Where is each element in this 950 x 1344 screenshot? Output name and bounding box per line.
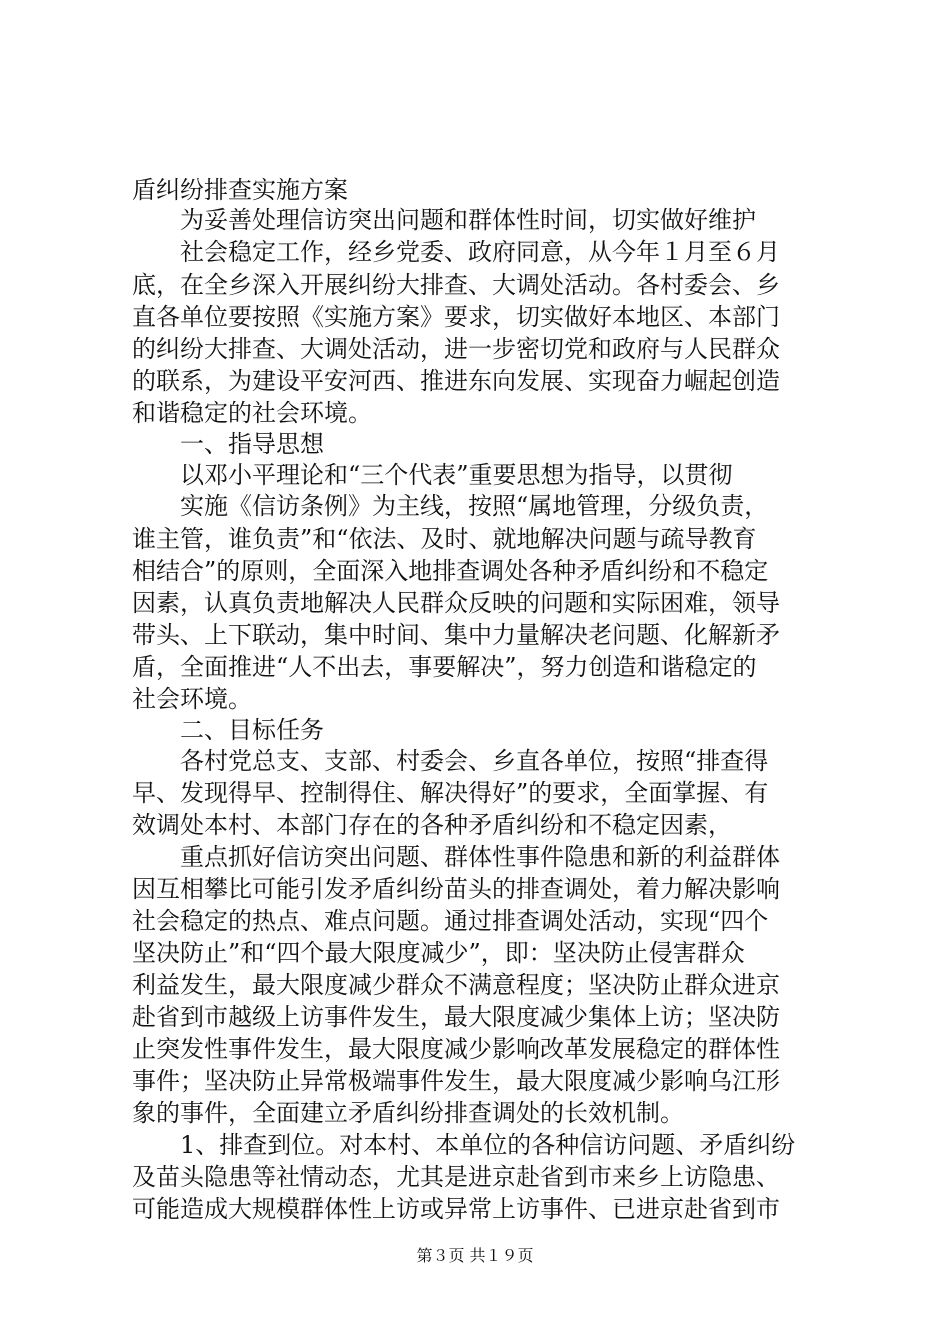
doc-line: 效调处本村、本部门存在的各种矛盾纠纷和不稳定因素，: [132, 811, 732, 839]
doc-line: 谁主管，谁负责”和“依法、及时、就地解决问题与疏导教育: [132, 525, 757, 553]
doc-line: 盾，全面推进“人不出去，事要解决”，努力创造和谐稳定的: [132, 653, 757, 681]
doc-line: 可能造成大规模群体性上访或异常上访事件、已进京赴省到市: [132, 1195, 780, 1223]
doc-line: 止突发性事件发生，最大限度减少影响改革发展稳定的群体性: [132, 1035, 780, 1063]
doc-title-line: 盾纠纷排查实施方案: [132, 176, 348, 204]
doc-line: 社会环境。: [132, 685, 252, 713]
doc-line: 重点抓好信访突出问题、群体性事件隐患和新的利益群体: [132, 843, 780, 871]
page-number-footer: 第３页 共１９页: [416, 1246, 534, 1265]
doc-line: 象的事件，全面建立矛盾纠纷排查调处的长效机制。: [132, 1099, 684, 1127]
doc-line: 为妥善处理信访突出问题和群体性时间，切实做好维护: [132, 206, 756, 234]
doc-line: 事件；坚决防止异常极端事件发生，最大限度减少影响乌江形: [132, 1067, 780, 1095]
doc-line: 利益发生，最大限度减少群众不满意程度；坚决防止群众进京: [132, 971, 780, 999]
doc-line: 及苗头隐患等社情动态，尤其是进京赴省到市来乡上访隐患、: [132, 1163, 780, 1191]
doc-line: 相结合”的原则，全面深入地排查调处各种矛盾纠纷和不稳定: [132, 557, 769, 585]
doc-line: 社会稳定的热点、难点问题。通过排查调处活动，实现“四个: [132, 907, 769, 935]
doc-line: 的纠纷大排查、大调处活动，进一步密切党和政府与人民群众: [132, 335, 780, 363]
doc-line: 因素，认真负责地解决人民群众反映的问题和实际困难，领导: [132, 589, 780, 617]
doc-line: 各村党总支、支部、村委会、乡直各单位，按照“排查得: [132, 747, 769, 775]
doc-line: 带头、上下联动，集中时间、集中力量解决老问题、化解新矛: [132, 621, 780, 649]
doc-line: 的联系，为建设平安河西、推进东向发展、实现奋力崛起创造: [132, 367, 780, 395]
doc-line: 实施《信访条例》为主线，按照“属地管理，分级负责，: [132, 492, 769, 520]
doc-line: 以邓小平理论和“三个代表”重要思想为指导，以贯彻: [132, 461, 733, 489]
section-heading: 一、指导思想: [132, 430, 324, 458]
doc-line: 早、发现得早、控制得住、解决得好”的要求，全面掌握、有: [132, 779, 769, 807]
doc-line: 赴省到市越级上访事件发生，最大限度减少集体上访；坚决防: [132, 1003, 780, 1031]
doc-line: 1、排查到位。对本村、本单位的各种信访问题、矛盾纠纷: [132, 1131, 796, 1159]
doc-line: 因互相攀比可能引发矛盾纠纷苗头的排查调处，着力解决影响: [132, 875, 780, 903]
doc-line: 坚决防止”和“四个最大限度减少”，即：坚决防止侵害群众: [132, 939, 745, 967]
doc-line: 社会稳定工作，经乡党委、政府同意，从今年１月至６月: [132, 238, 780, 266]
section-heading: 二、目标任务: [132, 716, 324, 744]
doc-line: 和谐稳定的社会环境。: [132, 399, 372, 427]
doc-line: 底，在全乡深入开展纠纷大排查、大调处活动。各村委会、乡: [132, 271, 780, 299]
doc-line: 直各单位要按照《实施方案》要求，切实做好本地区、本部门: [132, 303, 780, 331]
